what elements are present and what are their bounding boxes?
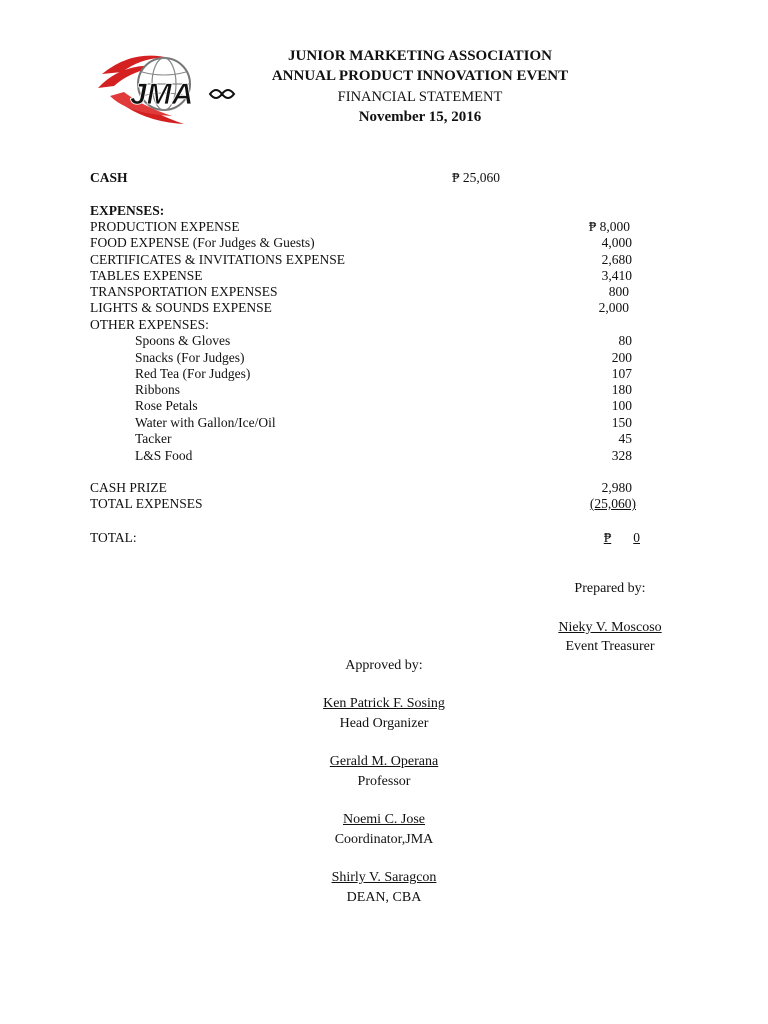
approver-name: Ken Patrick F. Sosing: [323, 696, 445, 711]
approver-title: Head Organizer: [339, 716, 429, 731]
approver-name: Shirly V. Saragcon: [331, 870, 437, 885]
document-title: FINANCIAL STATEMENT: [337, 89, 503, 105]
cash-label: CASH: [90, 170, 128, 185]
approver-title: Coordinator,JMA: [334, 832, 434, 847]
expense-amount: 4,000: [601, 235, 632, 250]
other-expense-label: Tacker: [135, 431, 172, 446]
other-expense-label: Snacks (For Judges): [135, 350, 245, 365]
other-expense-amount: 150: [611, 415, 632, 430]
expense-amount: 2,680: [601, 252, 632, 267]
expense-label: PRODUCTION EXPENSE: [90, 219, 240, 234]
cash-prize-label: CASH PRIZE: [90, 480, 167, 495]
other-expenses-heading: OTHER EXPENSES:: [90, 317, 209, 332]
expense-label: TRANSPORTATION EXPENSES: [90, 284, 278, 299]
preparer-name: Nieky V. Moscoso: [558, 620, 662, 635]
other-expense-amount: 80: [618, 333, 632, 348]
other-expense-label: Red Tea (For Judges): [135, 366, 251, 381]
other-expense-amount: 200: [611, 350, 632, 365]
other-expense-amount: 328: [611, 448, 632, 463]
other-expense-label: Ribbons: [135, 382, 181, 397]
total-currency: ₱: [603, 530, 612, 545]
approver-name: Noemi C. Jose: [342, 812, 426, 827]
approver-title: Professor: [357, 774, 411, 789]
other-expense-label: Rose Petals: [135, 398, 198, 413]
expense-amount: 3,410: [601, 268, 632, 283]
expense-amount: ₱ 8,000: [588, 219, 630, 234]
total-amount: 0: [633, 530, 640, 545]
total-label: TOTAL:: [90, 530, 137, 545]
org-name: JUNIOR MARKETING ASSOCIATION: [288, 48, 552, 64]
prepared-by-label: Prepared by:: [574, 581, 646, 596]
other-expense-amount: 107: [611, 366, 632, 381]
event-name: ANNUAL PRODUCT INNOVATION EVENT: [271, 68, 569, 84]
logo-text: JMA: [130, 78, 194, 111]
other-expense-amount: 100: [611, 398, 632, 413]
total-expenses-amount: (25,060): [589, 496, 636, 511]
approver-name: Gerald M. Operana: [329, 754, 439, 769]
expense-label: CERTIFICATES & INVITATIONS EXPENSE: [90, 252, 345, 267]
other-expense-label: Spoons & Gloves: [135, 333, 231, 348]
expense-amount: 2,000: [598, 300, 629, 315]
expense-amount: 800: [608, 284, 629, 299]
approved-by-label: Approved by:: [345, 658, 423, 673]
preparer-title: Event Treasurer: [565, 639, 655, 654]
cash-prize-amount: 2,980: [601, 480, 632, 495]
other-expense-label: L&S Food: [135, 448, 193, 463]
cash-amount: ₱ 25,060: [452, 170, 501, 185]
approver-title: DEAN, CBA: [346, 890, 422, 905]
expense-label: FOOD EXPENSE (For Judges & Guests): [90, 235, 315, 250]
document-date: November 15, 2016: [358, 109, 482, 125]
other-expense-amount: 45: [618, 431, 632, 446]
expense-label: TABLES EXPENSE: [90, 268, 203, 283]
expenses-heading: EXPENSES:: [90, 203, 165, 218]
other-expense-amount: 180: [611, 382, 632, 397]
total-expenses-label: TOTAL EXPENSES: [90, 496, 203, 511]
expense-label: LIGHTS & SOUNDS EXPENSE: [90, 300, 272, 315]
other-expense-label: Water with Gallon/Ice/Oil: [135, 415, 276, 430]
total-amount-line: [596, 530, 640, 546]
